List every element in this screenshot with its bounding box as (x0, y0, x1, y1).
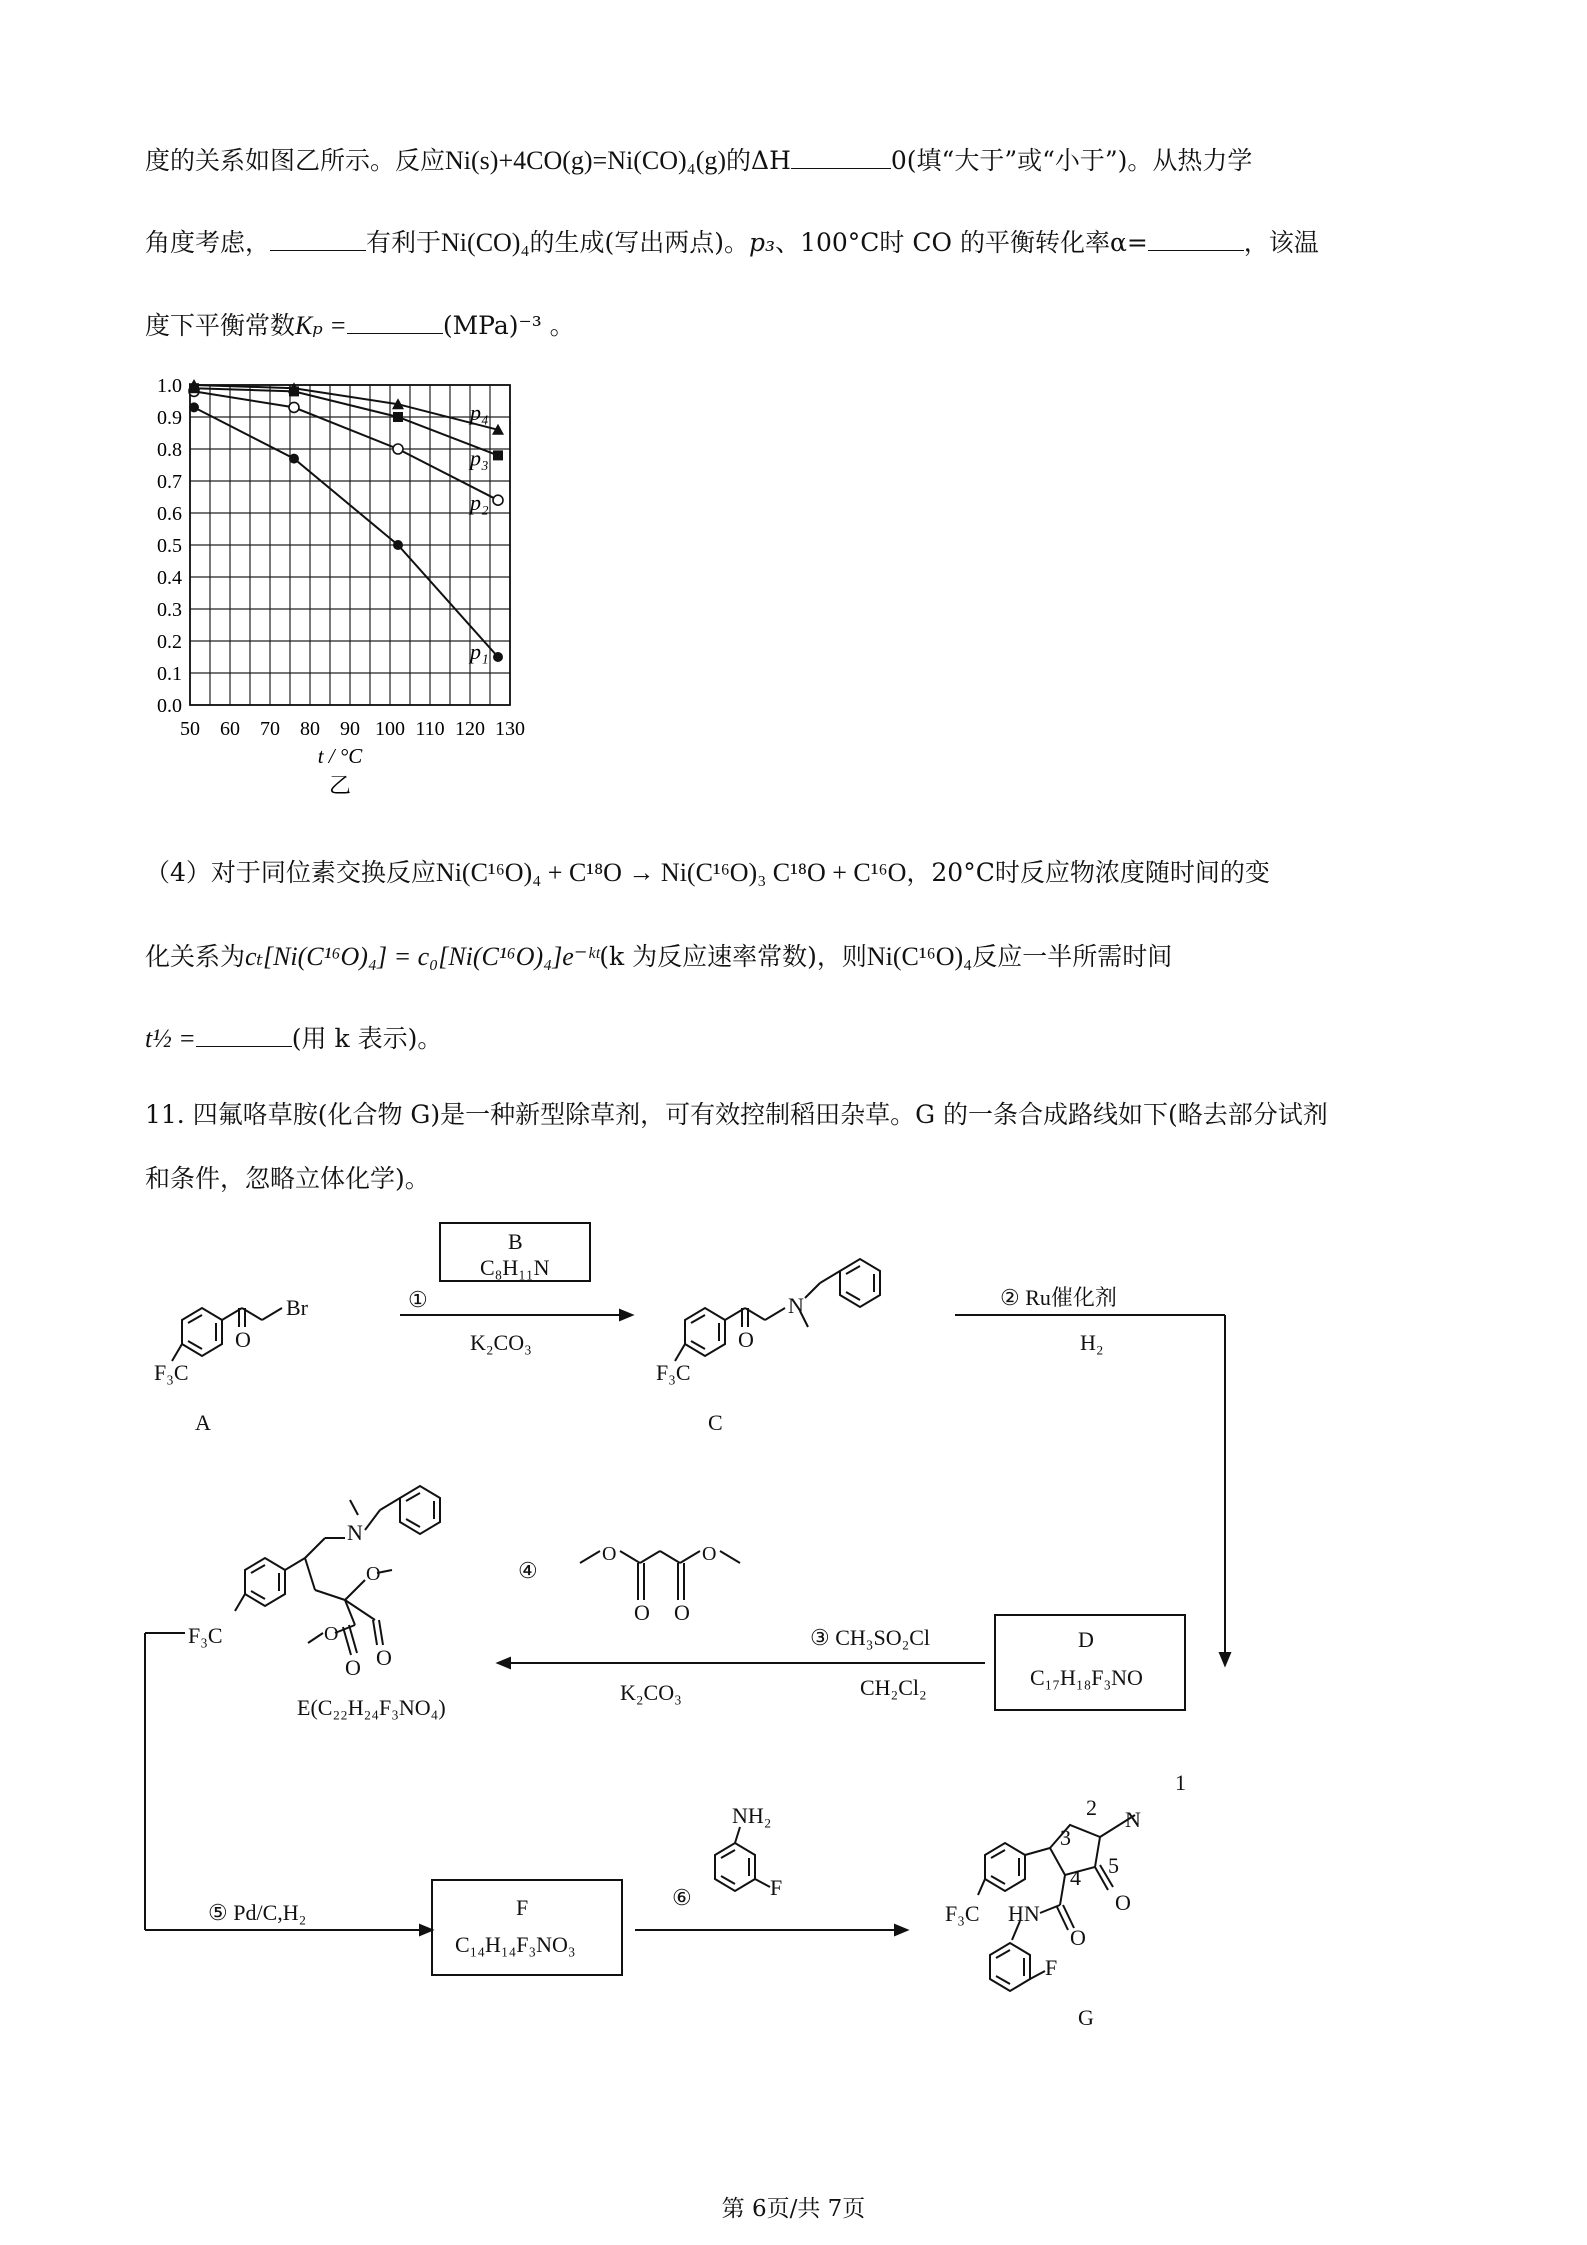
y-tick-label: 0.7 (157, 471, 182, 493)
text-segment: 0(填“大于”或“小于”)。从热力学 (890, 146, 1253, 175)
label-b: B (508, 1229, 523, 1254)
y-tick-label: 0.9 (157, 407, 182, 429)
x-tick-label: 130 (495, 718, 525, 740)
cf3-group-g: F₃C (945, 1901, 980, 1926)
text-segment: 度的关系如图乙所示。反应 (145, 146, 446, 175)
label-g: G (1078, 2005, 1094, 2030)
cf3-group-a: F₃C (154, 1360, 189, 1385)
answer-blank-half-life[interactable] (196, 1024, 292, 1047)
q10-line1 (145, 144, 1252, 178)
ring-number-4: 4 (1070, 1865, 1081, 1890)
kp-symbol: Kₚ = (295, 311, 347, 340)
data-point (493, 652, 503, 662)
atom-o: O (235, 1327, 251, 1352)
ring-number-5: 5 (1108, 1853, 1119, 1878)
text-segment: 有利于 (366, 228, 442, 257)
atom-o: O (324, 1623, 339, 1645)
atom-o: O (345, 1655, 361, 1680)
compound-a-structure (172, 1308, 282, 1361)
answer-blank-conditions[interactable] (270, 228, 366, 251)
atom-f: F (1045, 1955, 1058, 1980)
data-point (189, 402, 199, 412)
solvent-ch2cl2: CH₂Cl₂ (860, 1675, 927, 1700)
label-e: E(C₂₂H₂₄F₃NO₄) (297, 1695, 446, 1720)
x-tick-label: 110 (415, 718, 445, 740)
text-segment: ，20°C时反应物浓度随时间的变 (906, 858, 1270, 887)
q11-line1: 11. 四氟咯草胺(化合物 G)是一种新型除草剂，可有效控制稻田杂草。G 的一条合成路线如下(略去部分试剂 (145, 1100, 1328, 1129)
isotope-exchange-equation: Ni(C¹⁶O)₄ + C¹⁸O → Ni(C¹⁶O)₃ C¹⁸O + C¹⁶O (435, 858, 907, 887)
arrow-head (620, 1310, 632, 1320)
q10-line3 (145, 309, 575, 343)
pressure-p3: p₃ (749, 228, 776, 257)
atom-o: O (366, 1563, 381, 1585)
text-segment: 化关系为 (145, 942, 246, 971)
reagent-h2: H₂ (1080, 1330, 1104, 1355)
data-point (493, 450, 503, 460)
equilibrium-chart (130, 370, 610, 830)
text-segment: ，该温 (1243, 228, 1319, 257)
data-point (289, 454, 299, 464)
x-tick-label: 120 (455, 718, 485, 740)
y-tick-label: 0.2 (157, 631, 182, 653)
atom-o: O (1115, 1890, 1131, 1915)
q10-line2 (145, 226, 1319, 260)
atom-n: N (788, 1293, 804, 1318)
y-tick-label: 0.1 (157, 663, 182, 685)
q11-line2: 和条件，忽略立体化学)。 (145, 1164, 430, 1193)
atom-n: N (1125, 1807, 1141, 1832)
text-segment: 的生成(写出两点)。 (529, 228, 750, 257)
y-tick-label: 0.3 (157, 599, 182, 621)
reagent-k2co3: K₂CO₃ (470, 1330, 532, 1355)
part4-line3 (145, 1022, 442, 1056)
amide-nh: HN (1008, 1901, 1040, 1926)
series-label: p₁ (470, 639, 489, 664)
text-segment: 的ΔH (726, 146, 791, 175)
x-tick-label: 90 (340, 718, 360, 740)
2-fluoroaniline-structure (715, 1827, 770, 1891)
page-footer: 第 6页/共 7页 (721, 2196, 866, 2222)
x-tick-label: 70 (260, 718, 280, 740)
y-tick-label: 0.8 (157, 439, 182, 461)
series-line-1 (194, 407, 498, 657)
formula-b: C₈H₁₁N (480, 1255, 550, 1280)
series-label: p₂ (470, 490, 489, 516)
ring-number-2: 2 (1086, 1795, 1097, 1820)
data-point (393, 444, 403, 454)
label-c: C (708, 1410, 723, 1435)
data-point (289, 402, 299, 412)
text-segment: (用 k 表示)。 (291, 1024, 443, 1053)
atom-br: Br (286, 1295, 308, 1320)
x-tick-label: 50 (180, 718, 200, 740)
species-nico4: Ni(C¹⁶O)₄ (866, 942, 973, 971)
series-line-4 (194, 385, 498, 430)
series-line-2 (194, 391, 498, 500)
atom-o: O (602, 1543, 617, 1565)
compound-c-structure (675, 1259, 880, 1361)
formula-d: C₁₇H₁₈F₃NO (1030, 1665, 1143, 1690)
text-segment: (MPa)⁻³ 。 (442, 311, 575, 340)
step1-number: ① (408, 1287, 428, 1312)
ring-number-1: 1 (1175, 1770, 1186, 1795)
synthesis-scheme (140, 1215, 1460, 2055)
atom-o: O (702, 1543, 717, 1565)
formula-f: C₁₄H₁₄F₃NO₃ (455, 1932, 576, 1957)
step4-number: ④ (518, 1558, 538, 1583)
chart-grid (190, 385, 510, 705)
y-tick-label: 0.6 (157, 503, 182, 525)
half-life-symbol: t½ = (145, 1024, 196, 1053)
atom-o: O (1070, 1925, 1086, 1950)
label-a: A (195, 1410, 211, 1435)
atom-o: O (634, 1600, 650, 1625)
part4-line1 (145, 856, 1270, 890)
answer-blank-dh[interactable] (791, 146, 891, 169)
label-f: F (516, 1895, 529, 1920)
y-tick-label: 0.4 (157, 567, 182, 589)
atom-n: N (347, 1520, 363, 1545)
reagent-k2co3: K₂CO₃ (620, 1680, 682, 1705)
cf3-group-c: F₃C (656, 1360, 691, 1385)
text-segment: 反应一半所需时间 (972, 942, 1173, 971)
series-label: p₃ (470, 445, 489, 471)
answer-blank-kp[interactable] (347, 311, 443, 334)
x-tick-label: 80 (300, 718, 320, 740)
x-tick-label: 100 (375, 718, 405, 740)
species-nico4: Ni(CO)₄ (441, 228, 530, 257)
cf3-group-e: F₃C (188, 1623, 223, 1648)
chart-caption: 乙 (328, 773, 352, 798)
atom-o: O (738, 1327, 754, 1352)
text-segment: (k 为反应速率常数)，则 (599, 942, 867, 971)
step2-reagent: ② Ru催化剂 (1000, 1285, 1117, 1310)
atom-f: F (770, 1875, 783, 1900)
atom-o: O (674, 1600, 690, 1625)
data-point (393, 412, 403, 422)
chart-series (188, 379, 504, 662)
text-segment: 度下平衡常数 (145, 311, 296, 340)
data-point (393, 540, 403, 550)
part4-line2 (145, 940, 1172, 974)
amino-group: NH₂ (732, 1803, 772, 1828)
step3-reagent: ③ CH₃SO₂Cl (810, 1625, 931, 1650)
y-tick-label: 0.5 (157, 535, 182, 557)
label-d: D (1078, 1627, 1094, 1652)
answer-blank-alpha[interactable] (1148, 228, 1244, 251)
reaction-equation: Ni(s)+4CO(g)=Ni(CO)₄(g) (445, 146, 727, 175)
ring-number-3: 3 (1060, 1825, 1071, 1850)
step6-number: ⑥ (672, 1885, 692, 1910)
text-segment: （4）对于同位素交换反应 (145, 858, 436, 887)
data-point (493, 495, 503, 505)
rate-equation: cₜ[Ni(C¹⁶O)₄] = c₀[Ni(C¹⁶O)₄]e⁻ᵏᵗ (245, 942, 600, 971)
text-segment: 、100°C时 CO 的平衡转化率α= (775, 228, 1148, 257)
text-segment: 角度考虑， (145, 228, 271, 257)
x-tick-label: 60 (220, 718, 240, 740)
y-tick-label: 0.0 (157, 695, 182, 717)
y-tick-label: 1.0 (157, 375, 182, 397)
atom-o: O (376, 1645, 392, 1670)
step5-reagent: ⑤ Pd/C,H₂ (208, 1900, 307, 1925)
series-label: p₄ (470, 399, 489, 425)
x-axis-label: t / °C (317, 744, 363, 768)
